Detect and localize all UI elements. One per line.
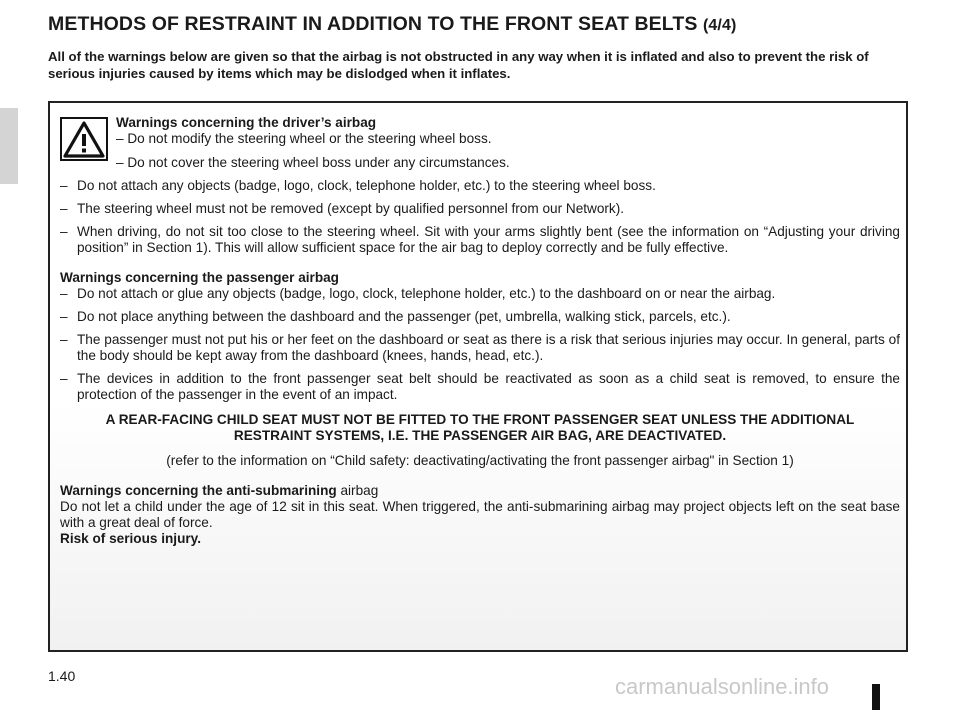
corner-marker — [872, 684, 880, 710]
list-item: – The devices in addition to the front passenger seat belt should be reactivated as soon as a child seat is removed, to ensure the protection of the passenger in the event of an impact. — [60, 371, 900, 402]
anti-submarining-heading: Warnings concerning the anti-submarining — [60, 483, 337, 498]
list-item: – When driving, do not sit too close to the steering wheel. Sit with your arms slightly bent (see the information on “Adjusting your driving position” in Section 1). This will allow sufficient space for the air bag to deploy correctly and be fully effective. — [60, 224, 900, 255]
driver-warning-line: – Do not modify the steering wheel or the steering wheel boss. — [116, 131, 492, 146]
list-item: – The passenger must not put his or her feet on the dashboard or seat as there is a risk that serious injuries may occur. In general, parts of the body should be kept away from the dashboard (knees, hands, head, etc.). — [60, 332, 900, 363]
list-item: – The steering wheel must not be removed (except by qualified personnel from our Network). — [60, 201, 625, 216]
warning-triangle-icon — [60, 117, 108, 161]
passenger-airbag-heading: Warnings concerning the passenger airbag — [60, 270, 339, 285]
risk-of-injury-text: Risk of serious injury. — [60, 531, 202, 546]
anti-submarining-text: Do not let a child under the age of 12 sit in this seat. When triggered, the anti-submarining airbag may project objects left on the seat base with a great deal of force. — [60, 499, 900, 530]
page-title — [48, 13, 736, 36]
page-number: 1.40 — [48, 668, 76, 684]
anti-submarining-heading-rest: airbag — [336, 483, 379, 498]
list-item: – Do not attach any objects (badge, logo, clock, telephone holder, etc.) to the steering wheel boss. — [60, 178, 656, 193]
child-safety-reference: (refer to the information on “Child safety: deactivating/activating the front passenger airbag" in Section 1) — [166, 453, 794, 468]
section-side-tab — [0, 108, 18, 184]
driver-warning-list — [60, 178, 900, 256]
driver-airbag-heading: Warnings concerning the driver’s airbag — [116, 115, 377, 130]
page-title-suffix: (4/4) — [702, 17, 737, 34]
driver-airbag-warnings — [116, 115, 900, 171]
intro-text: All of the warnings below are given so that the airbag is not obstructed in any way when it is inflated and also to prevent the risk of serious injuries caused by items which may be dislodged when it inflates. — [48, 49, 869, 81]
page-title-text: METHODS OF RESTRAINT IN ADDITION TO THE FRONT SEAT BELTS — [48, 13, 698, 35]
child-seat-caps-warning: A REAR-FACING CHILD SEAT MUST NOT BE FITTED TO THE FRONT PASSENGER SEAT UNLESS THE ADDITIONAL RESTRAINT SYSTEMS, I.E. THE PASSENGER AIR BAG, ARE DEACTIVATED. — [105, 412, 855, 443]
anti-submarining-heading-line — [60, 483, 900, 499]
passenger-airbag-warnings — [60, 270, 900, 469]
site-watermark: carmanualsonline.info — [615, 674, 830, 699]
driver-warning-line: – Do not cover the steering wheel boss under any circumstances. — [116, 155, 510, 170]
anti-submarining-warnings — [60, 483, 900, 547]
list-item: – Do not place anything between the dashboard and the passenger (pet, umbrella, walking stick, parcels, etc.). — [60, 309, 731, 324]
list-item: – Do not attach or glue any objects (badge, logo, clock, telephone holder, etc.) to the dashboard on or near the airbag. — [60, 286, 776, 301]
warning-box — [48, 101, 908, 652]
